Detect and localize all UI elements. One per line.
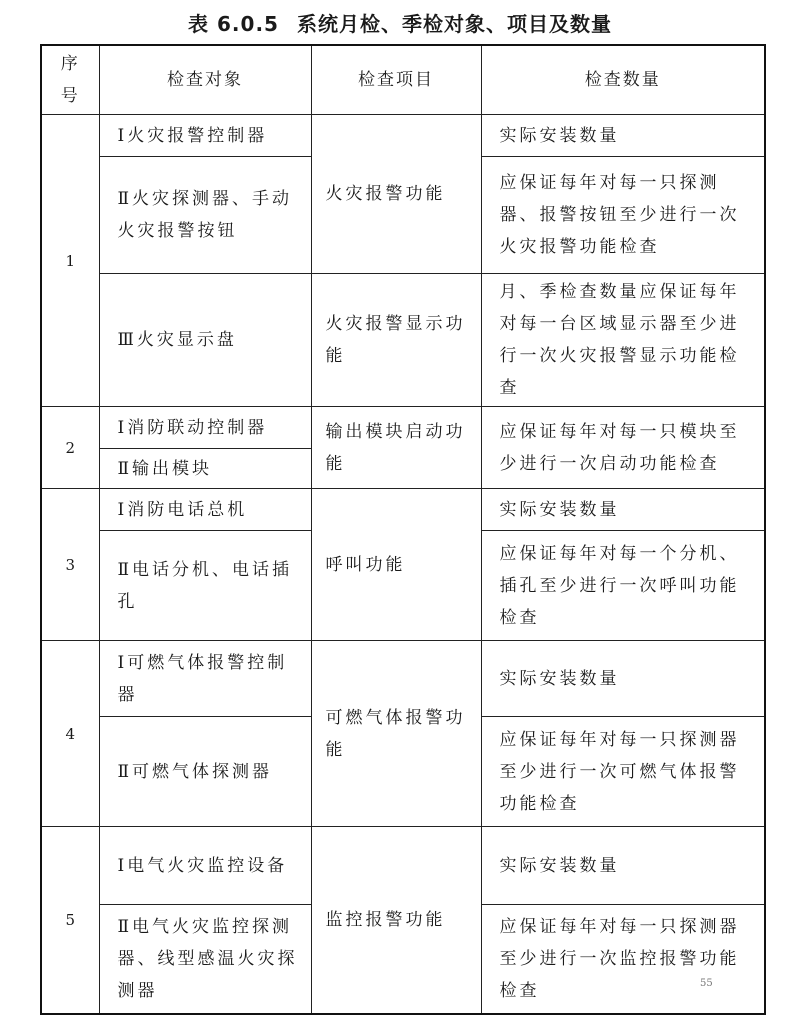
object-cell: Ⅱ可燃气体探测器 xyxy=(99,717,311,827)
header-object: 检查对象 xyxy=(99,45,311,115)
quantity-cell: 实际安装数量 xyxy=(481,115,765,157)
table-row xyxy=(41,274,765,407)
quantity-cell: 应保证每年对每一只模块至少进行一次启动功能检查 xyxy=(481,407,765,489)
object-cell: Ⅲ火灾显示盘 xyxy=(99,274,311,407)
table-row xyxy=(41,407,765,449)
item-cell: 可燃气体报警功能 xyxy=(311,641,481,827)
quantity-cell: 实际安装数量 xyxy=(481,827,765,905)
header-item: 检查项目 xyxy=(311,45,481,115)
object-cell: Ⅱ电气火灾监控探测器、线型感温火灾探测器 xyxy=(99,905,311,1014)
page-number: 55 xyxy=(700,978,713,989)
seq-cell: 3 xyxy=(41,489,99,641)
table-row xyxy=(41,827,765,905)
item-cell: 输出模块启动功能 xyxy=(311,407,481,489)
table-row xyxy=(41,641,765,717)
header-seq: 序号 xyxy=(41,45,99,115)
inspection-table xyxy=(40,44,766,1015)
quantity-cell: 月、季检查数量应保证每年对每一台区域显示器至少进行一次火灾报警显示功能检查 xyxy=(481,274,765,407)
seq-cell: 4 xyxy=(41,641,99,827)
item-cell: 火灾报警功能 xyxy=(311,115,481,274)
object-cell: Ⅰ电气火灾监控设备 xyxy=(99,827,311,905)
table-row xyxy=(41,489,765,531)
quantity-cell: 实际安装数量 xyxy=(481,641,765,717)
object-cell: Ⅰ消防联动控制器 xyxy=(99,407,311,449)
item-cell: 监控报警功能 xyxy=(311,827,481,1014)
item-cell: 呼叫功能 xyxy=(311,489,481,641)
object-cell: Ⅱ电话分机、电话插孔 xyxy=(99,531,311,641)
quantity-cell: 实际安装数量 xyxy=(481,489,765,531)
quantity-cell: 应保证每年对每一只探测器、报警按钮至少进行一次火灾报警功能检查 xyxy=(481,157,765,274)
object-cell: Ⅰ可燃气体报警控制器 xyxy=(99,641,311,717)
item-cell: 火灾报警显示功能 xyxy=(311,274,481,407)
object-cell: Ⅱ火灾探测器、手动火灾报警按钮 xyxy=(99,157,311,274)
table-title xyxy=(0,8,800,37)
seq-cell: 2 xyxy=(41,407,99,489)
seq-cell: 1 xyxy=(41,115,99,407)
table-row xyxy=(41,115,765,157)
quantity-cell: 应保证每年对每一只探测器至少进行一次可燃气体报警功能检查 xyxy=(481,717,765,827)
header-row xyxy=(41,45,765,115)
table-number: 表 6.0.5 xyxy=(188,12,279,36)
seq-cell: 5 xyxy=(41,827,99,1014)
table-caption: 系统月检、季检对象、项目及数量 xyxy=(296,12,612,36)
quantity-cell: 应保证每年对每一个分机、插孔至少进行一次呼叫功能检查 xyxy=(481,531,765,641)
object-cell: Ⅰ火灾报警控制器 xyxy=(99,115,311,157)
quantity-cell: 应保证每年对每一只探测器至少进行一次监控报警功能检查 xyxy=(481,905,765,1014)
object-cell: Ⅱ输出模块 xyxy=(99,449,311,489)
object-cell: Ⅰ消防电话总机 xyxy=(99,489,311,531)
header-quantity: 检查数量 xyxy=(481,45,765,115)
